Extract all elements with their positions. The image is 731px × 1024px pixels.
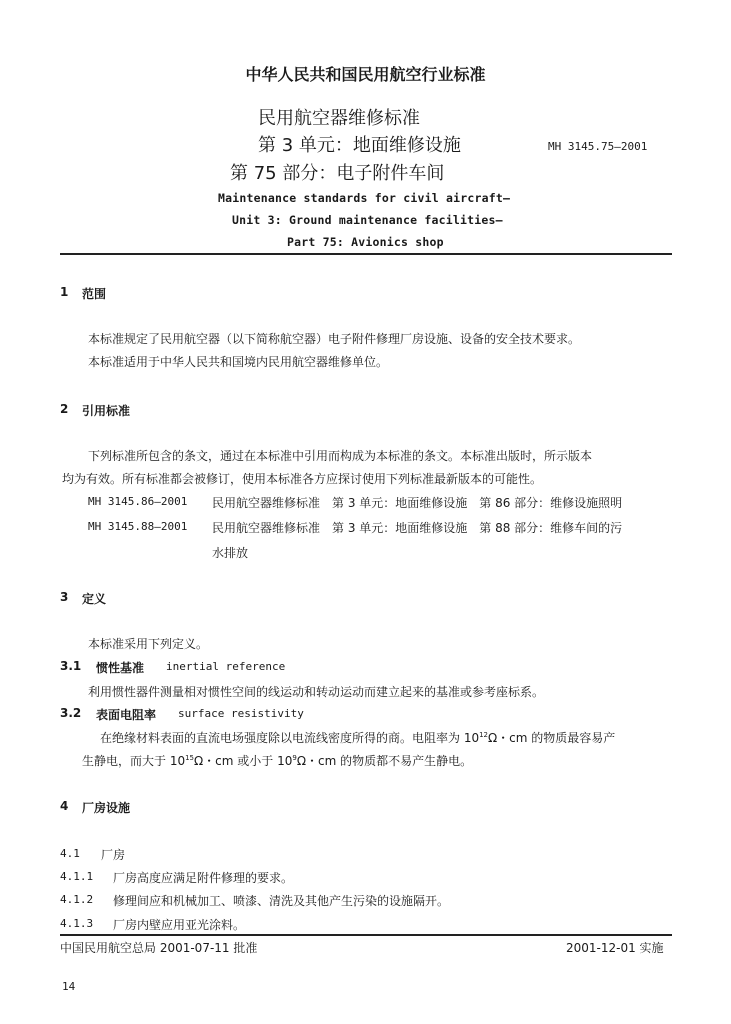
title-line-2: 第 3 单元：地面维修设施	[258, 135, 461, 156]
section-4-title: 厂房设施	[82, 801, 131, 815]
reference-2-title: 民用航空器维修标准 第 3 单元：地面维修设施 第 88 部分：维修车间的污	[212, 521, 623, 535]
reference-1-title: 民用航空器维修标准 第 3 单元：地面维修设施 第 86 部分：维修设施照明	[212, 496, 623, 510]
section-1-title: 范围	[82, 287, 107, 301]
clause-4-1-3-text: 厂房内壁应用亚光涂料。	[113, 918, 246, 932]
title-line-3: 第 75 部分：电子附件车间	[230, 163, 445, 184]
english-title-2: Unit 3: Ground maintenance facilities—	[232, 213, 503, 227]
reference-2-title-cont: 水排放	[212, 546, 249, 560]
clause-4-1-3-number: 4.1.3	[60, 917, 94, 930]
effective-date: 2001-12-01 实施	[566, 941, 664, 955]
section-4-number: 4	[60, 799, 69, 813]
page-number: 14	[62, 980, 76, 993]
clause-4-1-2-number: 4.1.2	[60, 893, 94, 906]
approval-line: 中国民用航空总局 2001-07-11 批准	[60, 941, 258, 955]
definition-1-text: 利用惯性器件测量相对惯性空间的线运动和转动运动而建立起来的基准或参考座标系。	[88, 685, 545, 699]
clause-4-1-1-number: 4.1.1	[60, 870, 94, 883]
clause-4-1-1-text: 厂房高度应满足附件修理的要求。	[113, 871, 294, 885]
footer-divider	[60, 934, 672, 936]
standard-code: MH 3145.75—2001	[548, 140, 648, 153]
section-2-number: 2	[60, 402, 69, 416]
definition-2-text-line-2: 生静电，而大于 $10^{15}\Omega$・cm 或小于 $10^9\Omega$・cm 的物质都不易产生静电。	[82, 754, 473, 768]
clause-4-1-text: 厂房	[101, 848, 126, 862]
section-1-para-2: 本标准适用于中华人民共和国境内民用航空器维修单位。	[88, 355, 389, 369]
section-2-para-line-2: 均为有效。所有标准都会被修订，使用本标准各方应探讨使用下列标准最新版本的可能性。	[62, 472, 543, 486]
section-1-number: 1	[60, 285, 69, 299]
definition-2-text-line-1: 在绝缘材料表面的直流电场强度除以电流线密度所得的商。电阻率为 $10^{12}\Omega$・cm 的物质最容易产	[100, 731, 616, 745]
definition-2-term: 表面电阻率	[96, 708, 157, 722]
section-2-para-line-1: 下列标准所包含的条文，通过在本标准中引用而构成为本标准的条文。本标准出版时，所示版本	[88, 449, 593, 463]
definition-1-number: 3.1	[60, 659, 82, 673]
title-line-1: 民用航空器维修标准	[258, 108, 420, 129]
clause-4-1-2-text: 修理间应和机械加工、喷漆、清洗及其他产生污染的设施隔开。	[113, 894, 450, 908]
header-divider	[60, 253, 672, 255]
section-3-intro: 本标准采用下列定义。	[88, 637, 209, 651]
section-1-para-1: 本标准规定了民用航空器（以下简称航空器）电子附件修理厂房设施、设备的安全技术要求。	[88, 332, 581, 346]
section-2-title: 引用标准	[82, 404, 131, 418]
clause-4-1-number: 4.1	[60, 847, 80, 860]
english-title-1: Maintenance standards for civil aircraft—	[218, 191, 511, 205]
definition-1-term: 惯性基准	[96, 661, 145, 675]
standard-org: 中华人民共和国民用航空行业标准	[245, 65, 486, 84]
english-title-3: Part 75: Avionics shop	[287, 235, 444, 249]
reference-1-code: MH 3145.86—2001	[88, 495, 188, 508]
definition-2-english: surface resistivity	[178, 707, 304, 720]
definition-2-number: 3.2	[60, 706, 82, 720]
reference-2-code: MH 3145.88—2001	[88, 520, 188, 533]
section-3-title: 定义	[82, 592, 107, 606]
section-3-number: 3	[60, 590, 69, 604]
definition-1-english: inertial reference	[166, 660, 286, 673]
